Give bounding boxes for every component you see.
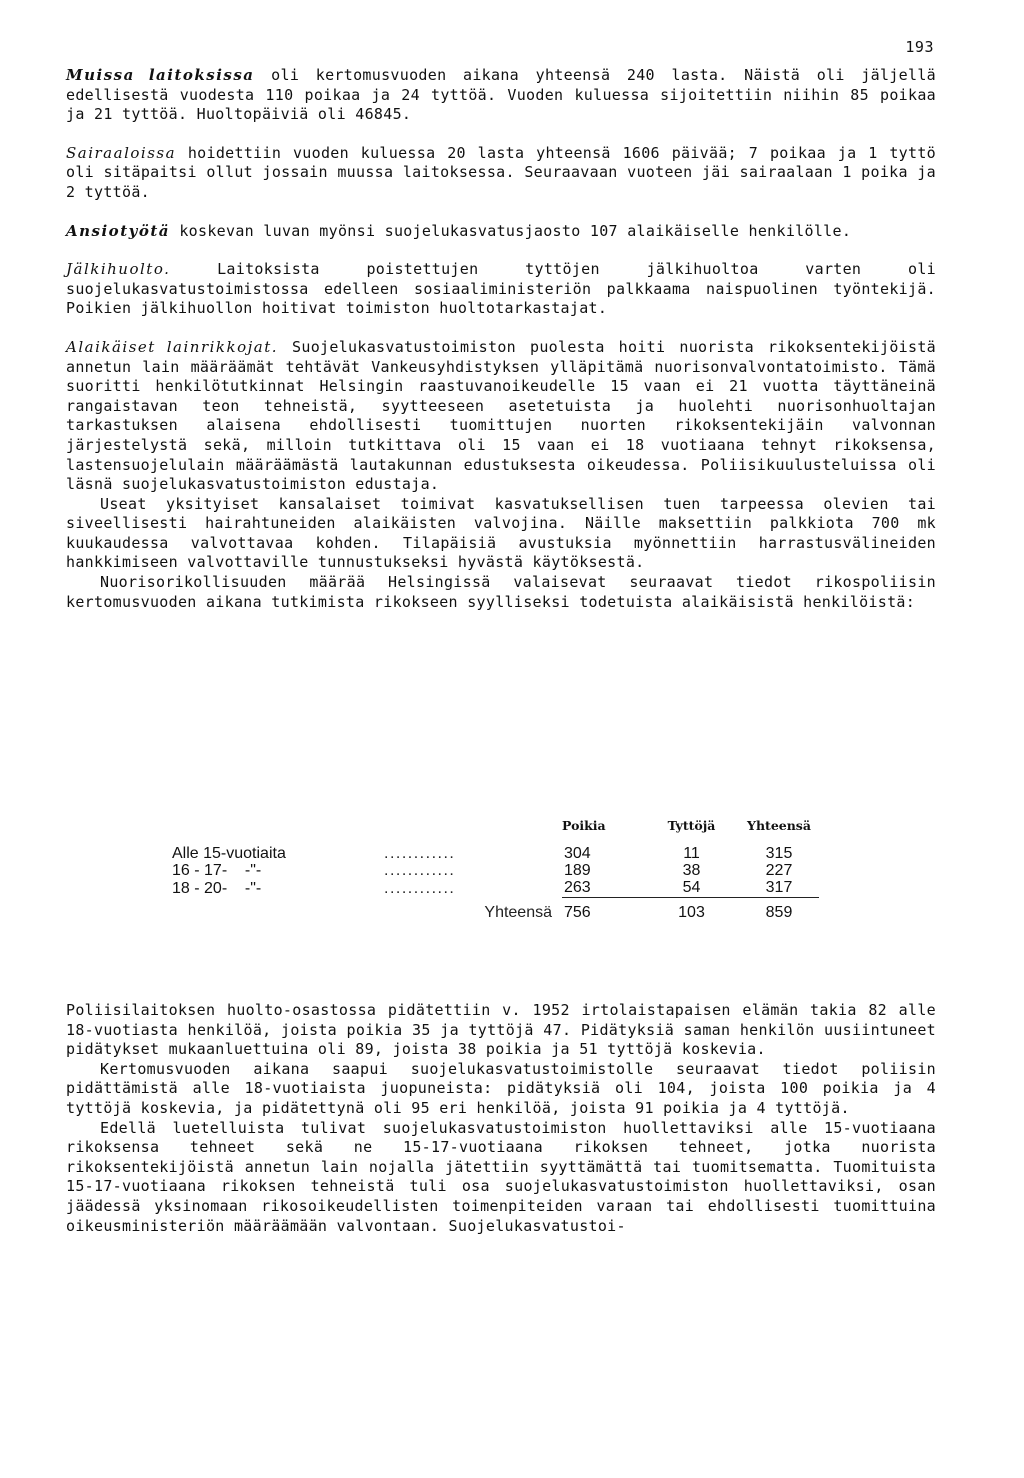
- total-spacer: [172, 898, 384, 922]
- paragraph-yksityiset-valvojat: [66, 495, 936, 573]
- paragraph-text: Nuorisorikollisuuden määrää Helsingissä valaisevat seuraavat tiedot rikospoliisin kertomusvuoden aikana tutkimista rikokseen syylliseksi todetuista alaikäisistä henkilöistä:: [66, 573, 936, 611]
- lower-text-block: [66, 1001, 936, 1236]
- cell-poikia: 263: [562, 879, 644, 898]
- paragraph-ansiotyota: [66, 222, 936, 242]
- total-label: Yhteensä: [484, 904, 552, 921]
- total-yhteensa: 859: [765, 904, 793, 921]
- paragraph-text: oli kertomusvuoden aikana yhteensä 240 lasta. Näistä oli jäljellä edellisestä vuodesta 110 poikaa ja 24 tyttöä. Vuoden kuluessa sijoitettiin niihin 85 poikaa ja 21 tyttöä. Huoltopäiviä oli 46845.: [66, 66, 936, 124]
- total-poikia: 756: [564, 904, 591, 921]
- offenders-table: [172, 818, 819, 921]
- cell-tyttoja: 38: [682, 862, 701, 879]
- table-total-row: [172, 898, 819, 922]
- paragraph-text: hoidettiin vuoden kuluessa 20 lasta yhteensä 1606 päivää; 7 poikaa ja 1 tyttö oli sitäpaitsi ollut jossain muussa laitoksessa. Seuraavaan vuoteen jäi sairaalaan 1 poika ja 2 tyttöä.: [66, 143, 936, 201]
- table-row: [172, 879, 819, 898]
- cell-tyttoja: 54: [644, 879, 739, 898]
- table-header-empty: [384, 818, 562, 845]
- upper-text-block: [66, 66, 936, 612]
- cell-tyttoja: 11: [683, 845, 700, 862]
- paragraph-text: Useat yksityiset kansalaiset toimivat kasvatuksellisen tuen tarpeessa olevien tai siveellisesti hairahtuneiden alaikäisten valvojina. Näille maksettiin palkkiota 700 mk kuukaudessa valvottavaa kohden. Tilapäisiä avustuksia myönnettiin harrastusvälineiden hankkimiseen valvottaville tunnustukseksi hyvästä käytöksestä.: [66, 494, 936, 572]
- paragraph-text: Kertomusvuoden aikana saapui suojelukasvatustoimistolle seuraavat tiedot poliisin pidättämistä alle 18-vuotiaista juopuneista: pidätyksiä oli 104, joista 100 poikia ja 4 tyttöjä koskevia, ja pidätettynä oli 95 eri henkilöä, joista 91 poikia ja 4 tyttöjä.: [66, 1059, 936, 1117]
- table-row: [172, 862, 819, 879]
- paragraph-lead: Muissa laitoksissa: [66, 66, 255, 84]
- cell-yhteensa: 317: [739, 879, 819, 898]
- table-header-poikia: Poikia: [562, 818, 606, 833]
- table-row: [172, 845, 819, 862]
- paragraph-jalkihuolto: [66, 260, 936, 319]
- row-label: 18 - 20- -"-: [172, 879, 262, 897]
- row-dots: ............: [384, 845, 456, 862]
- paragraph-juopuneet: [66, 1060, 936, 1119]
- table-header-yhteensa: Yhteensä: [747, 818, 811, 833]
- paragraph-huollettavat: [66, 1119, 936, 1237]
- paragraph-text: Poliisilaitoksen huolto-osastossa pidätettiin v. 1952 irtolaistapaisen elämän takia 82 alle 18-vuotiasta henkilöä, joista poikia 35 ja tyttöjä 47. Pidätyksiä saman henkilön uusiintuneet pidätykset mukaanluettuina oli 89, joista 38 poikia ja 51 tyttöjä koskevia.: [66, 1001, 936, 1059]
- page-number: 193: [905, 38, 934, 56]
- row-label: Alle 15-vuotiaita: [172, 845, 286, 862]
- cell-poikia: 189: [564, 862, 591, 879]
- cell-yhteensa: 227: [765, 862, 793, 879]
- table-header-empty: [172, 818, 384, 845]
- row-dots: ............: [384, 879, 456, 897]
- paragraph-lead: Sairaaloissa: [66, 143, 177, 162]
- paragraph-text: koskevan luvan myönsi suojelukasvatusjaosto 107 alaikäiselle henkilölle.: [170, 221, 852, 240]
- paragraph-alaikaiset-lainrikkojat: [66, 338, 936, 495]
- paragraph-lead: Alaikäiset lainrikkojat.: [66, 337, 279, 356]
- table-header-row: [172, 818, 819, 845]
- paragraph-text: Suojelukasvatustoimiston puolesta hoiti nuorista rikoksentekijöistä annetun lain määräämät tehtävät Vankeusyhdistyksen ylläpitämä nuorisonvalvontatoimisto. Tämä suoritti henkilötutkinnat Helsingin raastuvanoikeudelle 15 vaan ei 21 vuotta täyttäneinä rangaistavan teon tehneistä, syytteeseen asetetuista ja huolehti nuorisonhuoltajan tarkastuksen alaisena ehdollisesti tuomittujen nuorten rikoksentekijäin valvonnan järjestelystä sekä, milloin tutkittava oli 15 vaan ei 18 vuotiaana tehnyt rikoksensa, lastensuojelulain määräämästä lautakunnan edustuksesta oikeudessa. Poliisikuulusteluissa oli läsnä suojelukasvatustoimiston edustaja.: [66, 337, 936, 494]
- cell-yhteensa: 315: [765, 845, 793, 862]
- paragraph-sairaaloissa: [66, 144, 936, 203]
- paragraph-text: Laitoksista poistettujen tyttöjen jälkihuoltoa varten oli suojelukasvatustoimistossa edelleen sosiaaliministeriön palkkaama naispuolinen työntekijä. Poikien jälkihuollon hoitivat toimiston huoltotarkastajat.: [66, 260, 936, 318]
- paragraph-nuorisorikollisuus: [66, 573, 936, 612]
- table-header-tyttoja: Tyttöjä: [667, 818, 716, 833]
- row-label: 16 - 17- -"-: [172, 862, 262, 879]
- total-tyttoja: 103: [678, 904, 705, 921]
- paragraph-text: Edellä luetelluista tulivat suojelukasvatustoimiston huollettaviksi alle 15-vuotiaana rikoksensa tehneet sekä ne 15-17-vuotiaana rikoksen tehneet, jotka nuorista rikoksentekijöistä annetun lain nojalla jätettiin syyttämättä tai tuomitsematta. Tuomituista 15-17-vuotiaana rikoksen tehneistä tuli osa suojelukasvatustoimiston huollettaviksi, osan jäädessä yksinomaan rikosoikeudellisten toimenpiteiden varaan tai ehdollisesti tuomittuina oikeusministeriön määräämään valvontaan. Suojelukasvatustoi-: [66, 1118, 936, 1235]
- paragraph-poliisilaitos: [66, 1001, 936, 1060]
- paragraph-lead: Jälkihuolto.: [66, 260, 171, 279]
- paragraph-muissa-laitoksissa: [66, 66, 936, 125]
- cell-poikia: 304: [564, 845, 591, 862]
- paragraph-lead: Ansiotyötä: [66, 221, 170, 240]
- row-dots: ............: [384, 862, 456, 879]
